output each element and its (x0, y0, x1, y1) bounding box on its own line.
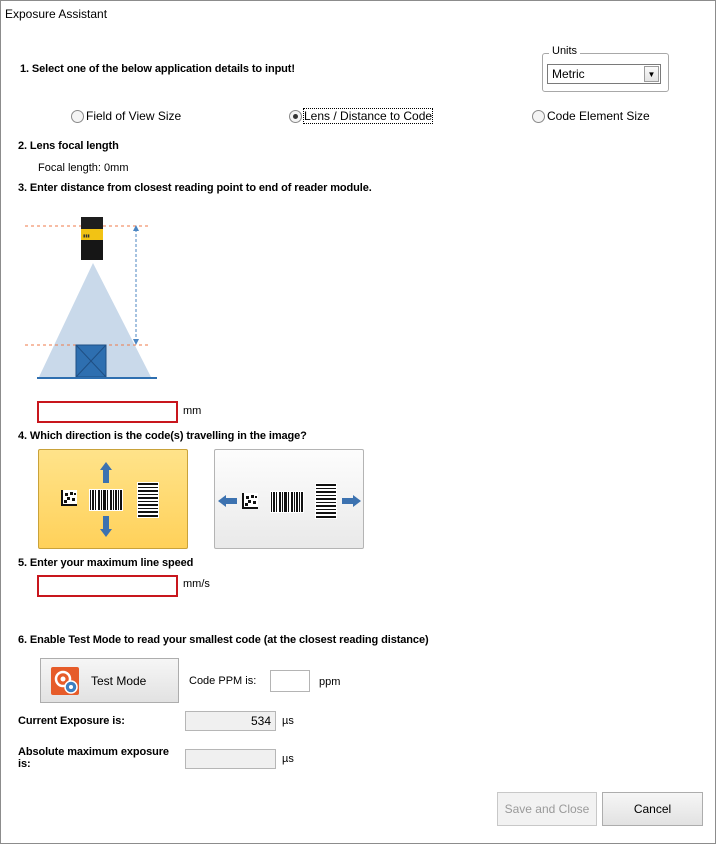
direction-vertical-option[interactable] (38, 449, 188, 549)
units-legend: Units (549, 45, 580, 57)
radio-label: Field of View Size (86, 109, 182, 123)
chevron-down-icon[interactable]: ▼ (644, 66, 659, 82)
direction-horizontal-option[interactable] (214, 449, 364, 549)
radio-circle-icon[interactable] (532, 110, 545, 123)
max-exposure-label: Absolute maximum exposure is: (18, 746, 169, 770)
units-select-value: Metric (552, 67, 585, 81)
test-mode-label: Test Mode (91, 673, 147, 688)
max-exposure-unit: µs (282, 753, 294, 765)
reader-module-icon (81, 217, 103, 260)
step1-heading: 1. Select one of the below application details to input! (20, 63, 295, 75)
distance-unit: mm (183, 405, 202, 417)
step5-heading: 5. Enter your maximum line speed (18, 557, 194, 569)
line-speed-unit: mm/s (183, 578, 210, 590)
svg-text:▮▮▮: ▮▮▮ (83, 233, 90, 238)
radio-label: Code Element Size (547, 109, 650, 123)
units-select[interactable] (547, 64, 661, 84)
current-exposure-label: Current Exposure is: (18, 715, 125, 727)
distance-diagram (21, 213, 171, 385)
ppm-input[interactable] (270, 670, 310, 692)
step6-heading: 6. Enable Test Mode to read your smallest code (at the closest reading distance) (18, 634, 429, 646)
current-exposure-unit: µs (282, 715, 294, 727)
test-mode-button[interactable] (40, 658, 179, 703)
step3-heading: 3. Enter distance from closest reading point to end of reader module. (18, 182, 372, 194)
radio-circle-icon[interactable] (71, 110, 84, 123)
cancel-button[interactable]: Cancel (602, 792, 703, 826)
radio-label: Lens / Distance to Code (304, 109, 433, 123)
radio-selected-icon[interactable] (289, 110, 302, 123)
distance-input[interactable] (37, 401, 178, 423)
max-exposure-value (185, 749, 276, 769)
step2-heading: 2. Lens focal length (18, 140, 119, 152)
ppm-label: Code PPM is: (189, 675, 257, 687)
radio-field-of-view[interactable] (71, 109, 181, 123)
step4-heading: 4. Which direction is the code(s) travelling in the image? (18, 430, 307, 442)
radio-lens-distance[interactable] (289, 109, 432, 123)
focal-length-text: Focal length: 0mm (38, 162, 129, 174)
current-exposure-value: 534 (185, 711, 276, 731)
ppm-unit: ppm (319, 676, 341, 688)
test-mode-icon (51, 667, 81, 695)
window-title: Exposure Assistant (5, 7, 108, 21)
horizontal-direction-icon (215, 450, 365, 550)
radio-code-element-size[interactable] (532, 109, 650, 123)
save-and-close-button[interactable]: Save and Close (497, 792, 597, 826)
vertical-direction-icon (39, 450, 189, 550)
line-speed-input[interactable] (37, 575, 178, 597)
code-box-icon (76, 345, 106, 377)
